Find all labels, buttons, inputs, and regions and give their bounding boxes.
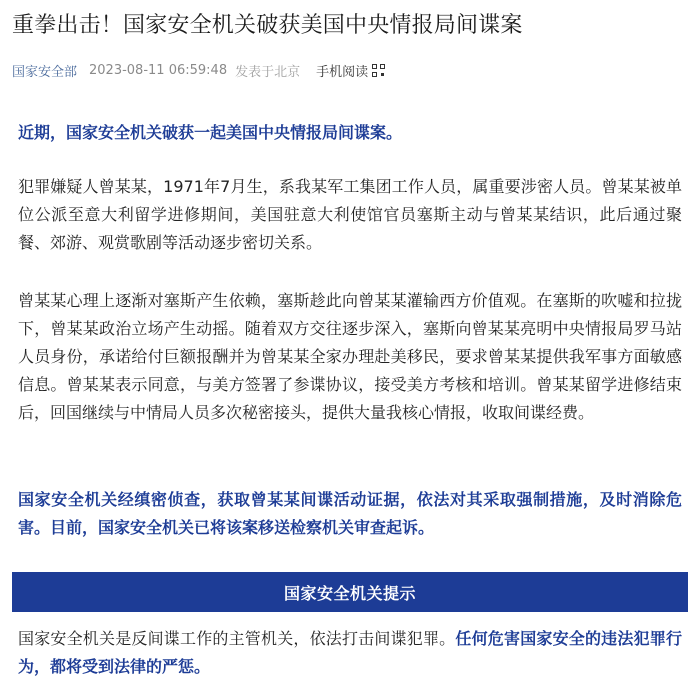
notice-text-strong: 任何危害国家安全的违法犯罪行为，都将受到法律的严惩。 xyxy=(18,629,682,676)
lead-paragraph: 近期，国家安全机关破获一起美国中央情报局间谍案。 xyxy=(18,123,403,142)
mobile-read-link[interactable]: 手机阅读 xyxy=(316,64,369,80)
publish-datetime: 2023-08-11 06:59:48 xyxy=(89,62,228,78)
body-paragraph-1: 犯罪嫌疑人曾某某，1971年7月生，系我某军工集团工作人员，属重要涉密人员。曾某某被单位公派至意大利留学进修期间，美国驻意大利使馆官员塞斯主动与曾某某结识，此后通过聚餐、郊游、观赏歌剧等活动逐步密切关系。 xyxy=(18,177,682,252)
body-paragraph-3: 国家安全机关经缜密侦查，获取曾某某间谍活动证据，依法对其采取强制措施，及时消除危害。目前，国家安全机关已将该案移送检察机关审查起诉。 xyxy=(18,490,682,537)
qr-code-icon[interactable] xyxy=(372,64,385,77)
source-link[interactable]: 国家安全部 xyxy=(12,64,78,80)
notice-paragraph xyxy=(18,625,682,681)
publish-location: 发表于北京 xyxy=(235,64,301,80)
notice-banner: 国家安全机关提示 xyxy=(12,572,688,612)
notice-text-plain: 国家安全机关是反间谍工作的主管机关，依法打击间谍犯罪。 xyxy=(18,629,456,648)
body-paragraph-2: 曾某某心理上逐渐对塞斯产生依赖，塞斯趁此向曾某某灌输西方价值观。在塞斯的吹嘘和拉拢下，曾某某政治立场产生动摇。随着双方交往逐步深入，塞斯向曾某某亮明中央情报局罗马站人员身份，承诺给付巨额报酬并为曾某某全家办理赴美移民，要求曾某某提供我军事方面敏感信息。曾某某表示同意，与美方签署了参谍协议，接受美方考核和培训。曾某某留学进修结束后，回国继续与中情局人员多次秘密接头，提供大量我核心情报，收取间谍经费。 xyxy=(18,291,682,422)
article-title: 重拳出击！国家安全机关破获美国中央情报局间谍案 xyxy=(12,13,523,38)
article-meta xyxy=(12,60,385,80)
